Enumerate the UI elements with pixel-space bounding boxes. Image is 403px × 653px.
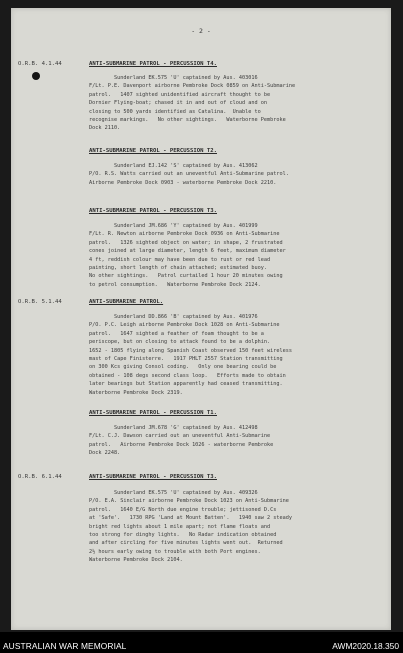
entry-body: Sunderland EJ.142 'S' captained by Aus. 413062 P/O. R.S. Watts carried out an uneventful Anti-Submarine patrol. Airborne Pembroke Dock 0903 - waterborne Pembroke Dock 2210. (89, 163, 289, 186)
archive-footer (0, 632, 403, 653)
document-page (11, 8, 391, 630)
entry-body: Sunderland JM.678 'G' captained by Aus. 412498 F/Lt. C.J. Dawson carried out an uneventful Anti-Submarine patrol. Airborne Pembroke Dock 1026 - waterborne Pembroke Dock 2248. (89, 425, 274, 457)
entry-heading: ANTI-SUBMARINE PATROL - PERCUSSION T4. (89, 61, 217, 67)
entry-body: Sunderland JM.686 'Y' captained by Aus. 401999 F/Lt. R. Newton airborne Pembroke Dock 0936 on Anti-Submarine patrol. 1326 sighted object on water; in shape, 2 frustrated cones joined at large diameter, length 6 feet, maximum diameter 4 ft, reddish colour may have been due to rust or red lead painting, short length of chain attached; estimated buoy. No other sightings. Patrol curtailed 1 hour 20 minutes owing to petrol consumption. Waterborne Pembroke Dock 2124. (89, 223, 286, 288)
page-number: - 2 - (191, 27, 211, 35)
entry-body: Sunderland DD.866 'B' captained by Aus. 401976 P/O. P.C. Leigh airborne Pembroke Dock 1028 on Anti-Submarine patrol. 1647 sighted a feather of foam thought to be a periscope, but on closing to attack found to be a dolphin. 1652 - 1805 flying along Spanish Coast observed 150 feet wireless mast of Cape Finisterre. 1917 PHLT 2557 Station transmitting on 300 Kcs giving Consol coding. Only one bearing could be obtained - 108 degs second class loop. Efforts made to obtain later bearings but Station apparently had ceased transmitting. Waterborne Pembroke Dock 2319. (89, 314, 293, 396)
reference-number: AWM2020.18.350 (332, 641, 399, 651)
entry-heading: ANTI-SUBMARINE PATROL - PERCUSSION T3. (89, 474, 217, 480)
entry-heading: ANTI-SUBMARINE PATROL. (89, 299, 164, 305)
entry-body: Sunderland EK.575 'U' captained by Aus. 403016 F/Lt. P.E. Davenport airborne Pembroke Dock 0859 on Anti-Submarine patrol. 1407 sighted unidentified aircraft thought to be Dornier Flying-boat; chased it in and out of cloud and on closing to 500 yards identified as Catalina. Unable to recognise markings. No other sightings. Waterborne Pembroke Dock 2110. (89, 75, 296, 132)
entry-heading: ANTI-SUBMARINE PATROL - PERCUSSION T1. (89, 410, 217, 416)
entry-heading: ANTI-SUBMARINE PATROL - PERCUSSION T2. (89, 148, 217, 154)
entry-date: O.R.B. 4.1.44 (18, 61, 62, 67)
entry-date: O.R.B. 6.1.44 (18, 474, 62, 480)
entry-heading: ANTI-SUBMARINE PATROL - PERCUSSION T3. (89, 208, 217, 214)
institution-name: AUSTRALIAN WAR MEMORIAL (3, 641, 127, 651)
entry-body: Sunderland EK.575 'U' captained by Aus. 409326 P/O. E.A. Sinclair airborne Pembroke Dock 1023 on Anti-Submarine patrol. 1640 E/G North due engine trouble; jettisoned D.Cs at 'Safe'. 1730 RPG 'Land at Mount Batten'. 1940 saw 2 steady bright red lights about 1 mile apart; not flame floats and too strong for dinghy lights. No Radar indication obtained and after circling for five minutes lights went out. Returned 2½ hours early owing to trouble with both Port engines. Waterborne Pembroke Dock 2104. (89, 490, 293, 564)
punch-hole (32, 72, 40, 80)
entry-date: O.R.B. 5.1.44 (18, 299, 62, 305)
